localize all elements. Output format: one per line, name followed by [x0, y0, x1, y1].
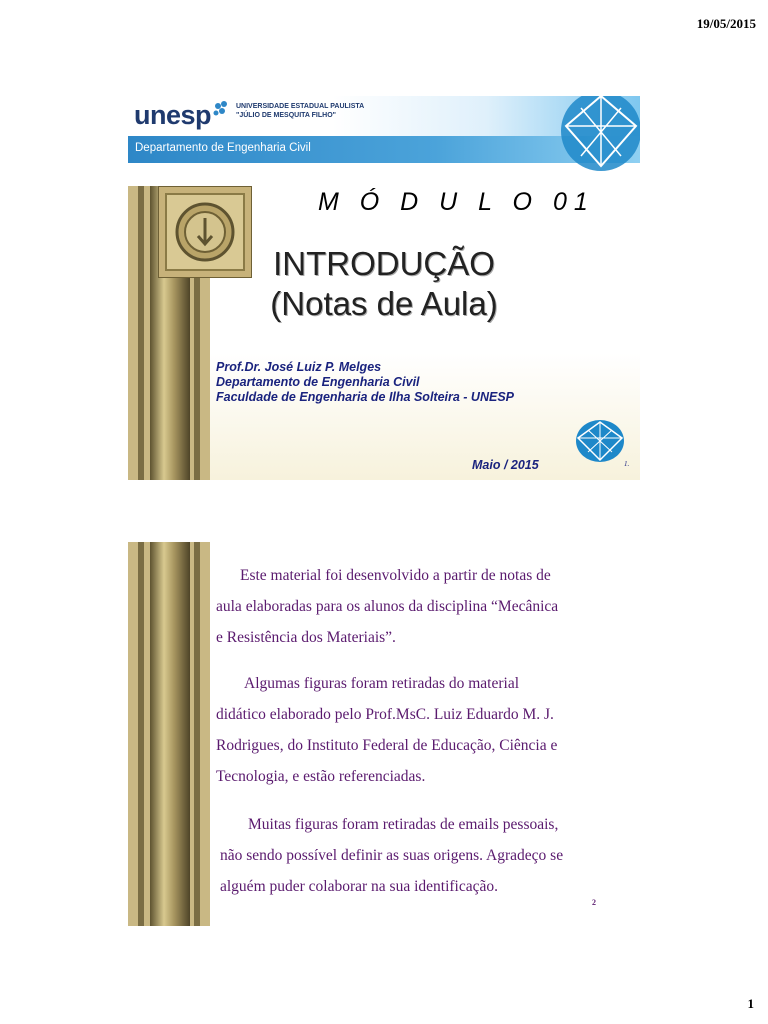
slide-subtitle: (Notas de Aula) — [270, 285, 498, 322]
unesp-logo: unesp — [134, 100, 212, 130]
slide-header — [128, 96, 640, 163]
paragraph-1: Este material foi desenvolvido a partir de notas de aula elaboradas para os alunos da disciplina “Mecânica e Resistência dos Materiais”. — [216, 567, 559, 646]
ornamental-column — [128, 542, 210, 926]
module-number: M Ó D U L O 01 — [318, 188, 595, 216]
presentation-date: Maio / 2015 — [472, 458, 539, 472]
globe-logo-icon — [574, 418, 626, 464]
author-department: Departamento de Engenharia Civil — [216, 375, 420, 389]
page-date: 19/05/2015 — [696, 16, 756, 31]
university-name: UNIVERSIDADE ESTADUAL PAULISTA "JÚLIO DE MESQUITA FILHO" — [236, 103, 365, 119]
slide-number: 2 — [592, 898, 596, 907]
slide-title: INTRODUÇÃO — [273, 245, 495, 282]
author-name: Prof.Dr. José Luiz P. Melges — [216, 360, 382, 374]
slide-2 — [128, 542, 640, 926]
paragraph-3: Muitas figuras foram retiradas de emails pessoais, não sendo possível definir as suas origens. Agradeço se alguém puder colaborar na sua identificação. — [220, 816, 564, 895]
author-block — [216, 360, 514, 405]
page-number: 1 — [747, 996, 754, 1011]
slide-number: 1. — [624, 460, 630, 468]
author-faculty: Faculdade de Engenharia de Ilha Solteira - UNESP — [216, 390, 514, 404]
department-bar: Departamento de Engenharia Civil — [128, 136, 640, 163]
unesp-flame-icon — [210, 98, 232, 124]
slide-1 — [128, 96, 640, 480]
paragraph-2: Algumas figuras foram retiradas do material didático elaborado pelo Prof.MsC. Luiz Eduardo M. J. Rodrigues, do Instituto Federal de Educação, Ciência e Tecnologia, e estão referenciadas. — [216, 675, 558, 785]
globe-logo-icon — [546, 96, 640, 176]
